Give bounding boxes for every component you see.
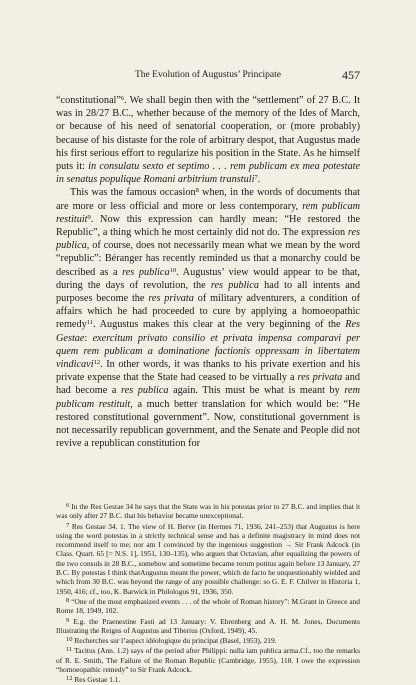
text-span: when, in the words of documents that are more or less official and more or less contemporary, bbox=[56, 187, 360, 212]
paragraph-2 bbox=[56, 186, 360, 450]
latin-term: res publica bbox=[56, 227, 360, 252]
latin-term: res publica bbox=[121, 385, 169, 397]
latin-quote: exercitum privato consilio et privata impensa comparavi per quem rem publicam a dominatione factionis oppressam in libertatem vindicavi bbox=[56, 332, 360, 371]
text-span: had to all intents and purposes become the bbox=[56, 279, 360, 305]
footnote-number: 9 bbox=[66, 616, 70, 624]
footnote-ref: 8 bbox=[195, 187, 199, 195]
text-span: and had become a bbox=[56, 372, 360, 397]
footnote-ref: 12 bbox=[93, 359, 101, 367]
running-title: The Evolution of Augustus’ Principate bbox=[135, 70, 281, 80]
footnote bbox=[56, 521, 360, 596]
footnote-ref: 11 bbox=[86, 319, 94, 327]
text-span: . Augustus makes this clear at the very beginning of the bbox=[93, 319, 346, 331]
text-span: . We shall begin then with the “settlement” of 27 B.C. It was in 28/27 B.C., whether because of the memory of the Ides of March, or because of his need of senatorial cooperation, or (more probably) because of his distaste for the role of arbitrary despot, that Augustus made his first serious effort to regularize his position in the State. As he himself puts it: bbox=[56, 95, 360, 173]
text-span: . bbox=[257, 174, 261, 186]
footnote-number: 8 bbox=[66, 596, 70, 604]
footnote bbox=[56, 674, 360, 684]
footnote-ref: 7 bbox=[254, 174, 258, 182]
footnote-text: Res Gestae 1.1. bbox=[74, 675, 121, 685]
footnote-number: 12 bbox=[66, 675, 73, 683]
footnote bbox=[56, 635, 360, 645]
latin-quote: in consulatu sexto et septimo . . . rem publicam ex mea potestate in senatus populique Romani arbitrium transtuli bbox=[56, 161, 360, 186]
main-text bbox=[56, 94, 360, 450]
footnote-number: 10 bbox=[66, 636, 73, 644]
paragraph-1 bbox=[56, 94, 360, 186]
latin-term: rem publicam restituit bbox=[56, 200, 360, 225]
latin-term: res publica bbox=[210, 279, 259, 291]
footnote-text: Recherches sur l’aspect idéologique du principat (Basel, 1953), 219. bbox=[74, 636, 277, 646]
latin-term: rem publicam restituit bbox=[56, 385, 360, 410]
page-header bbox=[56, 68, 360, 84]
footnote bbox=[56, 596, 360, 616]
text-span: This was the famous occasion bbox=[70, 187, 196, 199]
footnotes bbox=[56, 501, 360, 685]
footnote-number: 6 bbox=[66, 502, 70, 509]
footnote-text: In the Res Gestae 34 he says that the State was in his potestas prior to 27 B.C. and implies that it was only after 27 B.C. that his behavior became unexceptional. bbox=[56, 502, 360, 521]
footnote-ref: 10 bbox=[169, 266, 177, 274]
footnote-ref: 6 bbox=[120, 95, 125, 102]
footnote-number: 11 bbox=[66, 646, 73, 654]
text-span: . Augustus’ view would appear to be that, during the days of revolution, the bbox=[56, 266, 360, 291]
footnote-text: Tacitus (Ann. 1.2) says of the period after Philippi: nulla iam publica arma.Cf., too the remarks of R. E. Smith, The Failure of the Roman Republic (Cambridge, 1955), 118. I owe the expression “homoeopathic remedy” to Sir Frank Adcock. bbox=[56, 646, 361, 675]
text-span: : bbox=[84, 332, 93, 344]
text-span: again. This must be what is meant by bbox=[168, 385, 345, 397]
footnote bbox=[56, 645, 360, 674]
page-number: 457 bbox=[342, 68, 360, 82]
book-title: Res Gestae bbox=[56, 319, 360, 344]
text-span: , a much better translation for which would be: “He restored constitutional government”. Now, constitutional government is not necessarily republican government, and the Senate and People did not revive a republican constitution for bbox=[56, 398, 360, 450]
text-span: , of course, does not necessarily mean what we mean by the word “republic”: Béranger has recently reminded us that a monarchy could be described as a bbox=[56, 240, 360, 278]
text-span: of military adventurers, a condition of affairs which he had proceeded to cure by applying a homoeopathic remedy bbox=[56, 293, 360, 331]
footnote-text: Res Gestae 34. 1. The view of H. Berve (in Hermes 71, 1936, 241–253) that Augustus is here using the word potestas in a strictly technical sense and has a definite magistracy in mind does not recommend itself to me; nor am I convinced by the ingenious suggestion → Sir Frank Adcock (in Class. Quart. 65 [= N.S. 1], 1951, 130–135), who argues that Octavian, after equalizing the powers of the two consuls in 28 B.C., somehow and sometime became rerum potitus again before 13 January, 27 B.C. By potestas I think thatAugustus meant the power, which de facto he unquestionably wielded and which from 30 B.C. was beyond the range of any possible challenge: so G. E. F. Chilver in Historia 1, 1950, 416; cf., too, K. Barwick in Philologus 91, 1936, 350. bbox=[56, 521, 360, 596]
footnote-text: “One of the most emphasized events . . . of the whole of Roman history”: M.Grant in Greece and Rome 18, 1949, 102. bbox=[56, 596, 360, 616]
text-span: . Now this expression can hardly mean: “He restored the Republic”, a thing which he most certainly did not do. The expression bbox=[56, 213, 360, 239]
text-span: “constitutional” bbox=[56, 95, 121, 106]
footnote-text: E.g. the Praenestine Fasti ad 13 January: V. Ehrenberg and A. H. M. Jones, Documents Illustrating the Reigns of Augustus and Tiberius (Oxford, 1949), 45. bbox=[56, 616, 360, 635]
text-span: . In other words, it was thanks to his private exertion and his private expense that the State had ceased to be virtually a bbox=[56, 359, 360, 384]
footnote bbox=[56, 501, 360, 521]
footnote bbox=[56, 616, 360, 636]
latin-term: res privata bbox=[148, 293, 194, 305]
latin-term: res publica bbox=[122, 266, 170, 278]
latin-term: res privata bbox=[297, 372, 343, 384]
footnote-ref: 9 bbox=[87, 213, 91, 221]
footnote-number: 7 bbox=[66, 521, 70, 529]
